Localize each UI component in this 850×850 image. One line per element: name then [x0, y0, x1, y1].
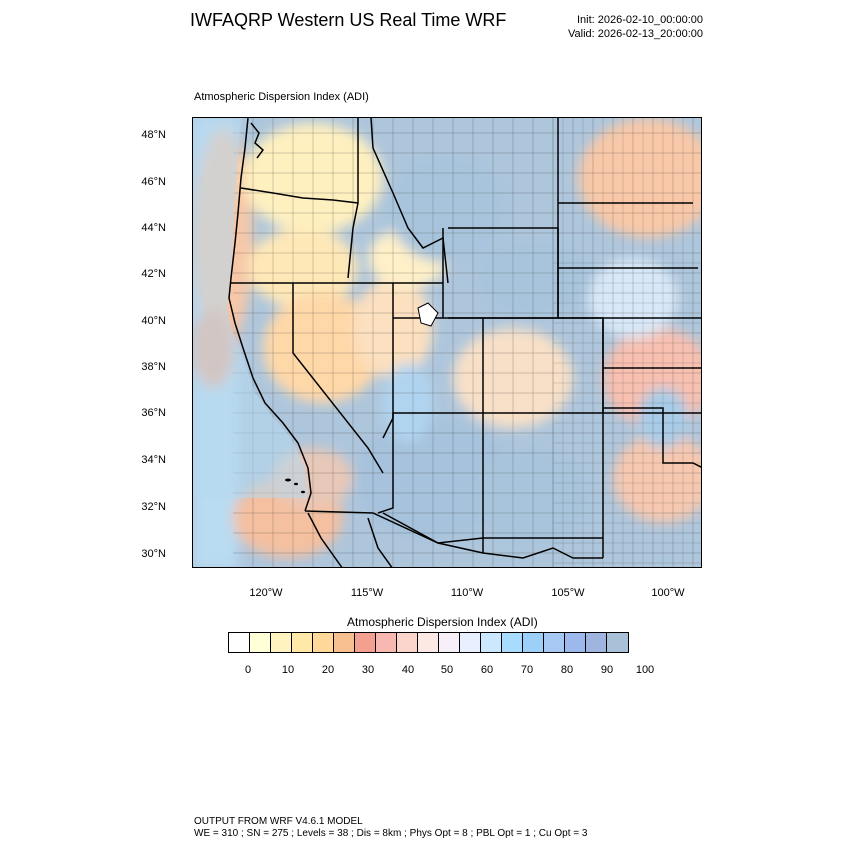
adi-map [192, 117, 702, 568]
lon-label-110w: 110°W [450, 587, 484, 599]
colorbar-swatch [229, 633, 250, 652]
init-time-label: Init: 2026-02-10_00:00:00 [577, 14, 703, 26]
lat-label-38n: 38°N [141, 361, 166, 373]
colorbar [228, 632, 629, 653]
footer-config-line: WE = 310 ; SN = 275 ; Levels = 38 ; Dis = 8km ; Phys Opt = 8 ; PBL Opt = 1 ; Cu Opt = 3 [194, 828, 588, 839]
lat-label-36n: 36°N [141, 407, 166, 419]
lat-label-46n: 46°N [141, 176, 166, 188]
colorbar-swatch [250, 633, 271, 652]
colorbar-swatch [418, 633, 439, 652]
colorbar-swatch [334, 633, 355, 652]
lat-label-34n: 34°N [141, 454, 166, 466]
colorbar-swatch [439, 633, 460, 652]
colorbar-swatch [355, 633, 376, 652]
map-canvas [193, 118, 702, 568]
colorbar-tick: 80 [560, 664, 574, 676]
lon-label-120w: 120°W [249, 587, 283, 599]
lat-label-30n: 30°N [141, 548, 166, 560]
colorbar-tick: 0 [244, 664, 252, 676]
valid-time-label: Valid: 2026-02-13_20:00:00 [568, 28, 703, 40]
footer-model-line: OUTPUT FROM WRF V4.6.1 MODEL [194, 816, 363, 827]
lat-label-40n: 40°N [141, 315, 166, 327]
lat-label-42n: 42°N [141, 268, 166, 280]
colorbar-swatch [607, 633, 628, 652]
colorbar-tick: 60 [480, 664, 494, 676]
lon-label-115w: 115°W [350, 587, 384, 599]
colorbar-tick: 40 [401, 664, 415, 676]
colorbar-tick: 10 [281, 664, 295, 676]
colorbar-swatch [481, 633, 502, 652]
colorbar-swatch [502, 633, 523, 652]
colorbar-swatch [586, 633, 607, 652]
colorbar-tick: 100 [635, 664, 655, 676]
main-title: IWFAQRP Western US Real Time WRF [190, 10, 507, 30]
lat-label-44n: 44°N [141, 222, 166, 234]
colorbar-swatch [565, 633, 586, 652]
colorbar-tick: 50 [440, 664, 454, 676]
colorbar-tick: 30 [361, 664, 375, 676]
colorbar-swatch [544, 633, 565, 652]
colorbar-tick: 90 [600, 664, 614, 676]
colorbar-swatch [313, 633, 334, 652]
colorbar-tick: 70 [520, 664, 534, 676]
lat-label-48n: 48°N [141, 129, 166, 141]
lon-label-105w: 105°W [551, 587, 585, 599]
colorbar-tick: 20 [321, 664, 335, 676]
colorbar-swatch [460, 633, 481, 652]
colorbar-swatch [271, 633, 292, 652]
lat-label-32n: 32°N [141, 501, 166, 513]
lon-label-100w: 100°W [651, 587, 685, 599]
colorbar-swatch [376, 633, 397, 652]
colorbar-swatch [397, 633, 418, 652]
map-caption: Atmospheric Dispersion Index (ADI) [194, 91, 369, 103]
colorbar-swatch [523, 633, 544, 652]
colorbar-title: Atmospheric Dispersion Index (ADI) [347, 615, 538, 629]
colorbar-swatch [292, 633, 313, 652]
